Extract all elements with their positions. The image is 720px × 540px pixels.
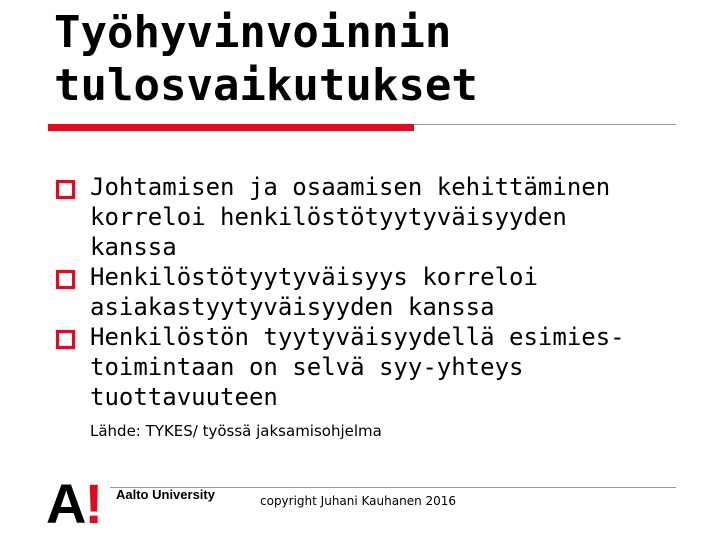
bullet-item-1 [54,172,704,262]
title-underline-red [48,124,414,131]
bullet-list [54,172,704,412]
slide-title-line-2: tulosvaikutukset [54,60,478,111]
slide-title [54,6,694,112]
aalto-logo-icon [46,472,102,535]
bullet-text-line: tuottavuuteen [90,383,278,411]
bullet-text-line: Johtamisen ja osaamisen kehittäminen [90,173,611,201]
logo-name: Aalto University [116,487,215,502]
bullet-text-line: kanssa [90,233,177,261]
bullet-item-3 [54,322,704,412]
bullet-text-line: Henkilöstön tyytyväisyydellä esimies- [90,323,625,351]
source-note: Lähde: TYKES/ työssä jaksamisohjelma [90,422,382,440]
logo-exclamation: ! [84,472,102,535]
hollow-square-bullet-icon [56,270,75,289]
bullet-text-line: Henkilöstötyytyväisyys korreloi [90,263,538,291]
title-underline-gray [414,124,676,125]
bullet-text-line: toimintaan on selvä syy-yhteys [90,353,524,381]
hollow-square-bullet-icon [56,330,75,349]
bullet-item-2 [54,262,704,322]
slide-title-line-1: Työhyvinvoinnin [54,7,452,58]
hollow-square-bullet-icon [56,180,75,199]
copyright-text: copyright Juhani Kauhanen 2016 [260,494,457,508]
bullet-text-line: asiakastyytyväisyyden kanssa [90,293,495,321]
logo-letter: A [46,472,85,535]
bullet-text-line: korreloi henkilöstötyytyväisyyden [90,203,567,231]
